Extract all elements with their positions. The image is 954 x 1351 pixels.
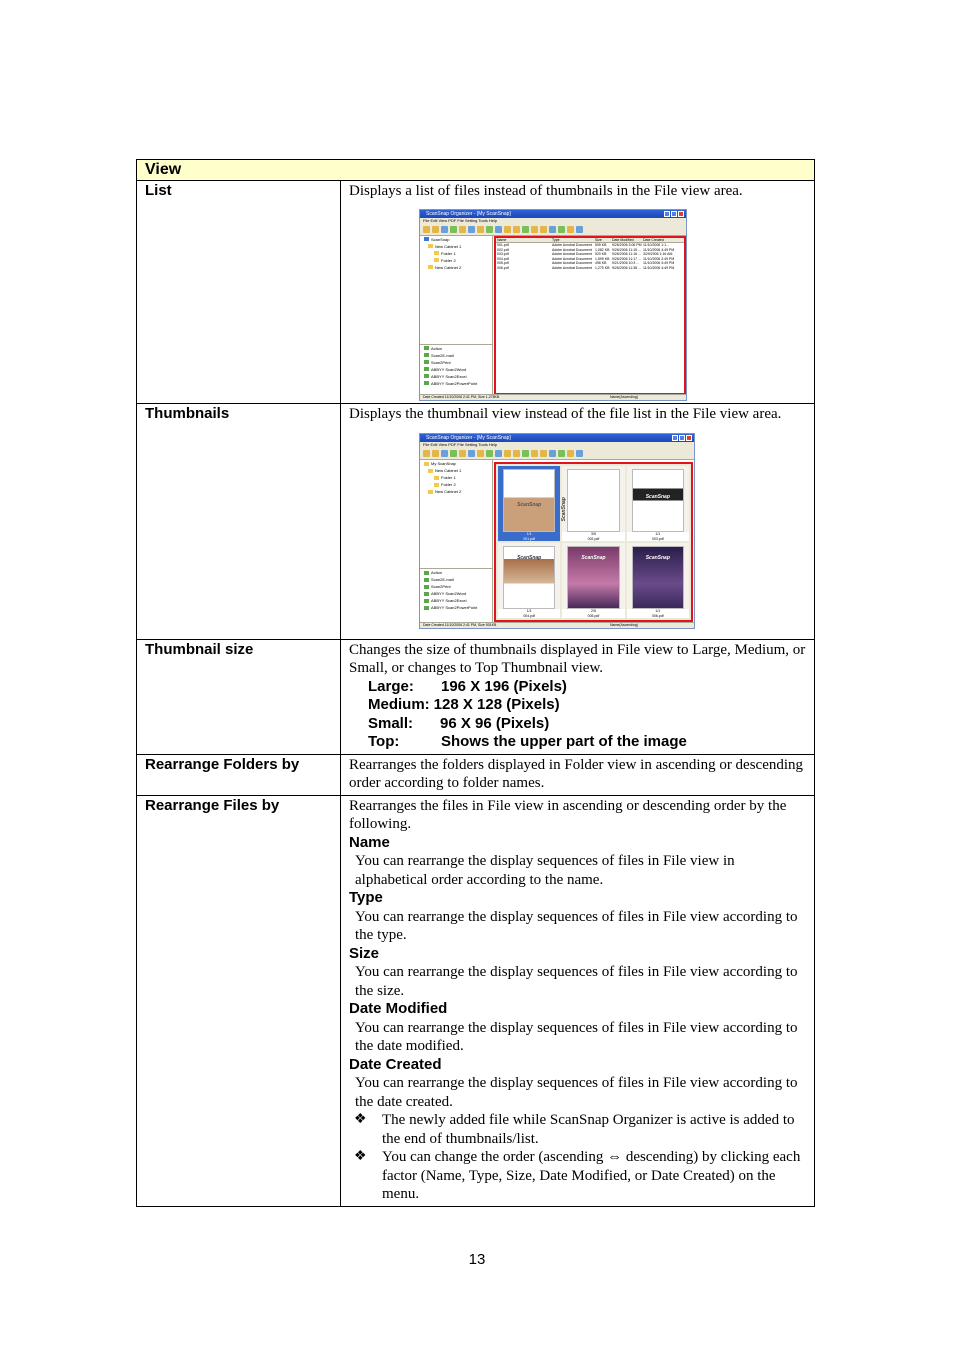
window-buttons [664,211,684,217]
toolbar-icon [504,226,511,233]
toolbar-icon [486,226,493,233]
folder-pane [420,236,493,395]
desc-text: Changes the size of thumbnails displayed in File view to Large, Medium, or Small, or changes to Top Thumbnail view. [349,641,806,676]
size-item-small: Small: 96 X 96 (Pixels) [368,714,550,732]
col-date-modified: Date Modified [612,237,634,242]
toolbar-icon [549,226,556,233]
tree-item: New Cabinet 2 [424,264,492,271]
tree-item: New Cabinet 1 [424,243,492,250]
sort-item-text: You can rearrange the display sequences of files in File view according to the date modified. [355,1019,798,1054]
action-item: ABBYY Scan2PowerPoint [424,604,492,611]
desc-text: Displays a list of files instead of thumbnails in the File view area. [349,183,743,199]
action-item: ABBYY Scan2Word [424,590,492,597]
action-item: ABBYY Scan2Word [424,366,492,373]
sort-item-title: Size [349,944,380,962]
status-bar [420,622,694,628]
toolbar-icon [576,226,583,233]
row-desc-rearrange-folders [341,754,815,795]
thumbnail-caption: 1/1 006.pdf [627,609,689,618]
thumbnail-image: ScanSnap [567,469,619,532]
sort-item-text: You can rearrange the display sequences of files in File view in alphabetical order according to the name. [355,853,735,888]
action-item: ABBYY Scan2Excel [424,373,492,380]
thumbnail-caption: 1/1 003.pdf [627,532,689,541]
table-row [137,639,815,754]
menu-bar: File Edit View PDF File Setting Tools Help [420,218,686,224]
thumbnail-caption: 1/1 004.pdf [498,609,560,618]
toolbar-icon [549,450,556,457]
thumbnail-image: ScanSnap [632,546,684,609]
list-item: 006.pdf Adobe Acrobat Document 1,275 KB 9/26/2006 11:38 ... 11/10/2006 4:49 PM [497,265,675,270]
toolbar-icon [522,226,529,233]
tree-item: Folder 1 [424,250,492,257]
sort-item-title: Date Modified [349,1000,448,1017]
col-size: Size [595,237,602,242]
tree-item: Folder 1 [424,474,492,481]
toolbar-icon [504,450,511,457]
action-item: Scan2E-mail [424,576,492,583]
size-item-large: Large: 196 X 196 (Pixels) [368,677,567,695]
close-icon [678,211,684,217]
toolbar-icon [531,450,538,457]
action-item: ABBYY Scan2PowerPoint [424,380,492,387]
sort-item-text: You can rearrange the display sequences of files in File view according to the size. [355,964,798,999]
file-list-highlight [494,236,686,395]
thumbnail-image: ScanSnap [503,546,555,609]
action-item: Action [424,345,492,352]
window-title: ScanSnap Organizer - [My ScanSnap] [420,210,686,218]
row-label-thumbnails: Thumbnails [137,403,341,639]
toolbar-icon [477,450,484,457]
toolbar-icon [513,450,520,457]
toolbar-icon [468,450,475,457]
list-item: 003.pdf Adobe Acrobat Document 520 KB 9/26/2006 11:16 ... 3/29/2006 1:16 AM [497,252,673,256]
toolbar-icon [576,450,583,457]
note-bullet [349,1148,806,1204]
list-view-screenshot [419,209,687,401]
thumbnail-view-screenshot [419,433,695,629]
folder-pane [420,460,493,623]
row-desc-thumbnails [341,403,815,639]
toolbar-icon [540,450,547,457]
tree-item: Folder 2 [424,481,492,488]
desc-text: Rearranges the files in File view in ascending or descending order by the following. [349,797,787,832]
toolbar-icon [522,450,529,457]
toolbar-icon [567,450,574,457]
list-item: 002.pdf Adobe Acrobat Document 1,082 KB 9/26/2006 11:15 ... 11/10/2006 4:49 PM [497,247,675,252]
col-type: Type [552,237,560,242]
action-pane [420,344,492,387]
tree-item: My ScanSnap [424,460,492,467]
view-options-table [136,159,815,1207]
tree-item: New Cabinet 1 [424,467,492,474]
status-bar [420,394,686,400]
status-sort: Name(Ascending) [610,394,639,399]
toolbar-icon [495,226,502,233]
note-text: You can change the order (ascending ⇔ descending) by clicking each factor (Name, Type, Size, Date Modified, or Date Created) on the menu. [382,1149,801,1202]
desc-text: Rearranges the folders displayed in Folder view in ascending or descending order according to folder names. [349,756,804,791]
thumbnail-item [627,466,689,541]
action-item: Scan2Print [424,359,492,366]
desc-text: Displays the thumbnail view instead of the file list in the File view area. [349,405,782,422]
action-item: Action [424,569,492,576]
status-text: Date Created 11/10/2006 2:41 PM, Size 1,278KB [423,394,500,399]
close-icon [686,435,692,441]
row-desc-rearrange-files [341,795,815,1206]
toolbar-icon [558,450,565,457]
toolbar-icon [450,226,457,233]
thumbnail-caption: 2/5 005.pdf [562,609,624,618]
maximize-icon [679,435,685,441]
list-item: 005.pdf Adobe Acrobat Document 496 KB 9/21/2006 10:3 ... 11/10/2006 4:49 PM [497,261,675,265]
toolbar [420,224,686,236]
sort-item-title: Date Created [349,1055,442,1073]
window-buttons [672,435,692,441]
row-desc-thumbnail-size [341,639,815,754]
row-desc-list [341,181,815,404]
table-row [137,795,815,1206]
toolbar-icon [558,226,565,233]
action-item: ABBYY Scan2Excel [424,597,492,604]
action-pane [420,568,492,611]
menu-bar: File Edit View PDF File Setting Tools Help [420,442,694,448]
status-sort: Name(Ascending) [610,623,639,627]
folder-tree [420,236,492,271]
thumbnail-caption: 1/1 001.pdf [498,532,560,541]
thumbnail-grid-highlight [494,462,693,622]
tree-item: ScanSnap [424,236,492,243]
sort-item-title: Name [349,833,390,851]
size-item-medium: Medium: 128 X 128 (Pixels) [368,696,560,713]
thumbnail-item [562,543,624,618]
action-item: Scan2E-mail [424,352,492,359]
toolbar-icon [441,450,448,457]
col-name: Name [497,237,507,242]
table-row [137,754,815,795]
toolbar-icon [432,226,439,233]
toolbar-icon [459,226,466,233]
col-date-created: Date Created [643,237,664,242]
table-row [137,403,815,639]
thumbnail-item [627,543,689,618]
tree-item: New Cabinet 2 [424,488,492,495]
size-item-top: Top: Shows the upper part of the image [368,733,687,750]
toolbar-icon [459,450,466,457]
row-label-list: List [137,181,341,404]
list-item: 001.pdf Adobe Acrobat Document 505 KB 9/26/2006 3:06 PM 11/10/2006 1:1... [497,243,670,247]
table-row [137,181,815,404]
sort-item-text: You can rearrange the display sequences of files in File view according to the date created. [355,1075,798,1110]
sort-item-text: You can rearrange the display sequences of files in File view according to the type. [355,908,798,943]
thumbnail-image: ScanSnap [567,546,619,609]
thumbnail-image: ScanSnap [632,469,684,532]
sort-item-title: Type [349,889,383,906]
toolbar-icon [513,226,520,233]
folder-tree [420,460,492,495]
bullet-icon: ❖ [354,1149,367,1164]
toolbar-icon [441,226,448,233]
row-label-thumbnail-size: Thumbnail size [137,639,341,754]
toolbar-icon [423,450,430,457]
table-header: View [137,160,815,181]
toolbar-icon [540,226,547,233]
window-title: ScanSnap Organizer - [My ScanSnap] [420,434,694,442]
status-text: Date Created 11/10/2006 2:41 PM, Size 501KB [423,623,497,627]
tree-item: Folder 2 [424,257,492,264]
thumbnail-caption: 3/5 002.pdf [562,532,624,541]
toolbar-icon [450,450,457,457]
toolbar-icon [423,226,430,233]
action-item: Scan2Print [424,583,492,590]
row-label-rearrange-files: Rearrange Files by [137,795,341,1206]
thumbnail-item [498,543,560,618]
toolbar [420,448,694,460]
minimize-icon [664,211,670,217]
thumbnail-item [498,466,560,541]
note-bullet [349,1111,806,1148]
toolbar-icon [432,450,439,457]
toolbar-icon [495,450,502,457]
maximize-icon [671,211,677,217]
page-number: 13 [468,1251,486,1268]
toolbar-icon [531,226,538,233]
note-text: The newly added file while ScanSnap Organizer is active is added to the end of thumbnails/list. [382,1112,795,1147]
bullet-icon: ❖ [354,1112,367,1127]
size-list [368,678,806,752]
row-label-rearrange-folders: Rearrange Folders by [137,754,341,795]
thumbnail-image: ScanSnap [503,469,555,532]
minimize-icon [672,435,678,441]
thumbnail-item [562,466,624,541]
toolbar-icon [477,226,484,233]
toolbar-icon [486,450,493,457]
toolbar-icon [567,226,574,233]
toolbar-icon [468,226,475,233]
list-item: 004.pdf Adobe Acrobat Document 1,599 KB 9/26/2006 11:17 ... 11/10/2006 2:49 PM [497,256,675,261]
